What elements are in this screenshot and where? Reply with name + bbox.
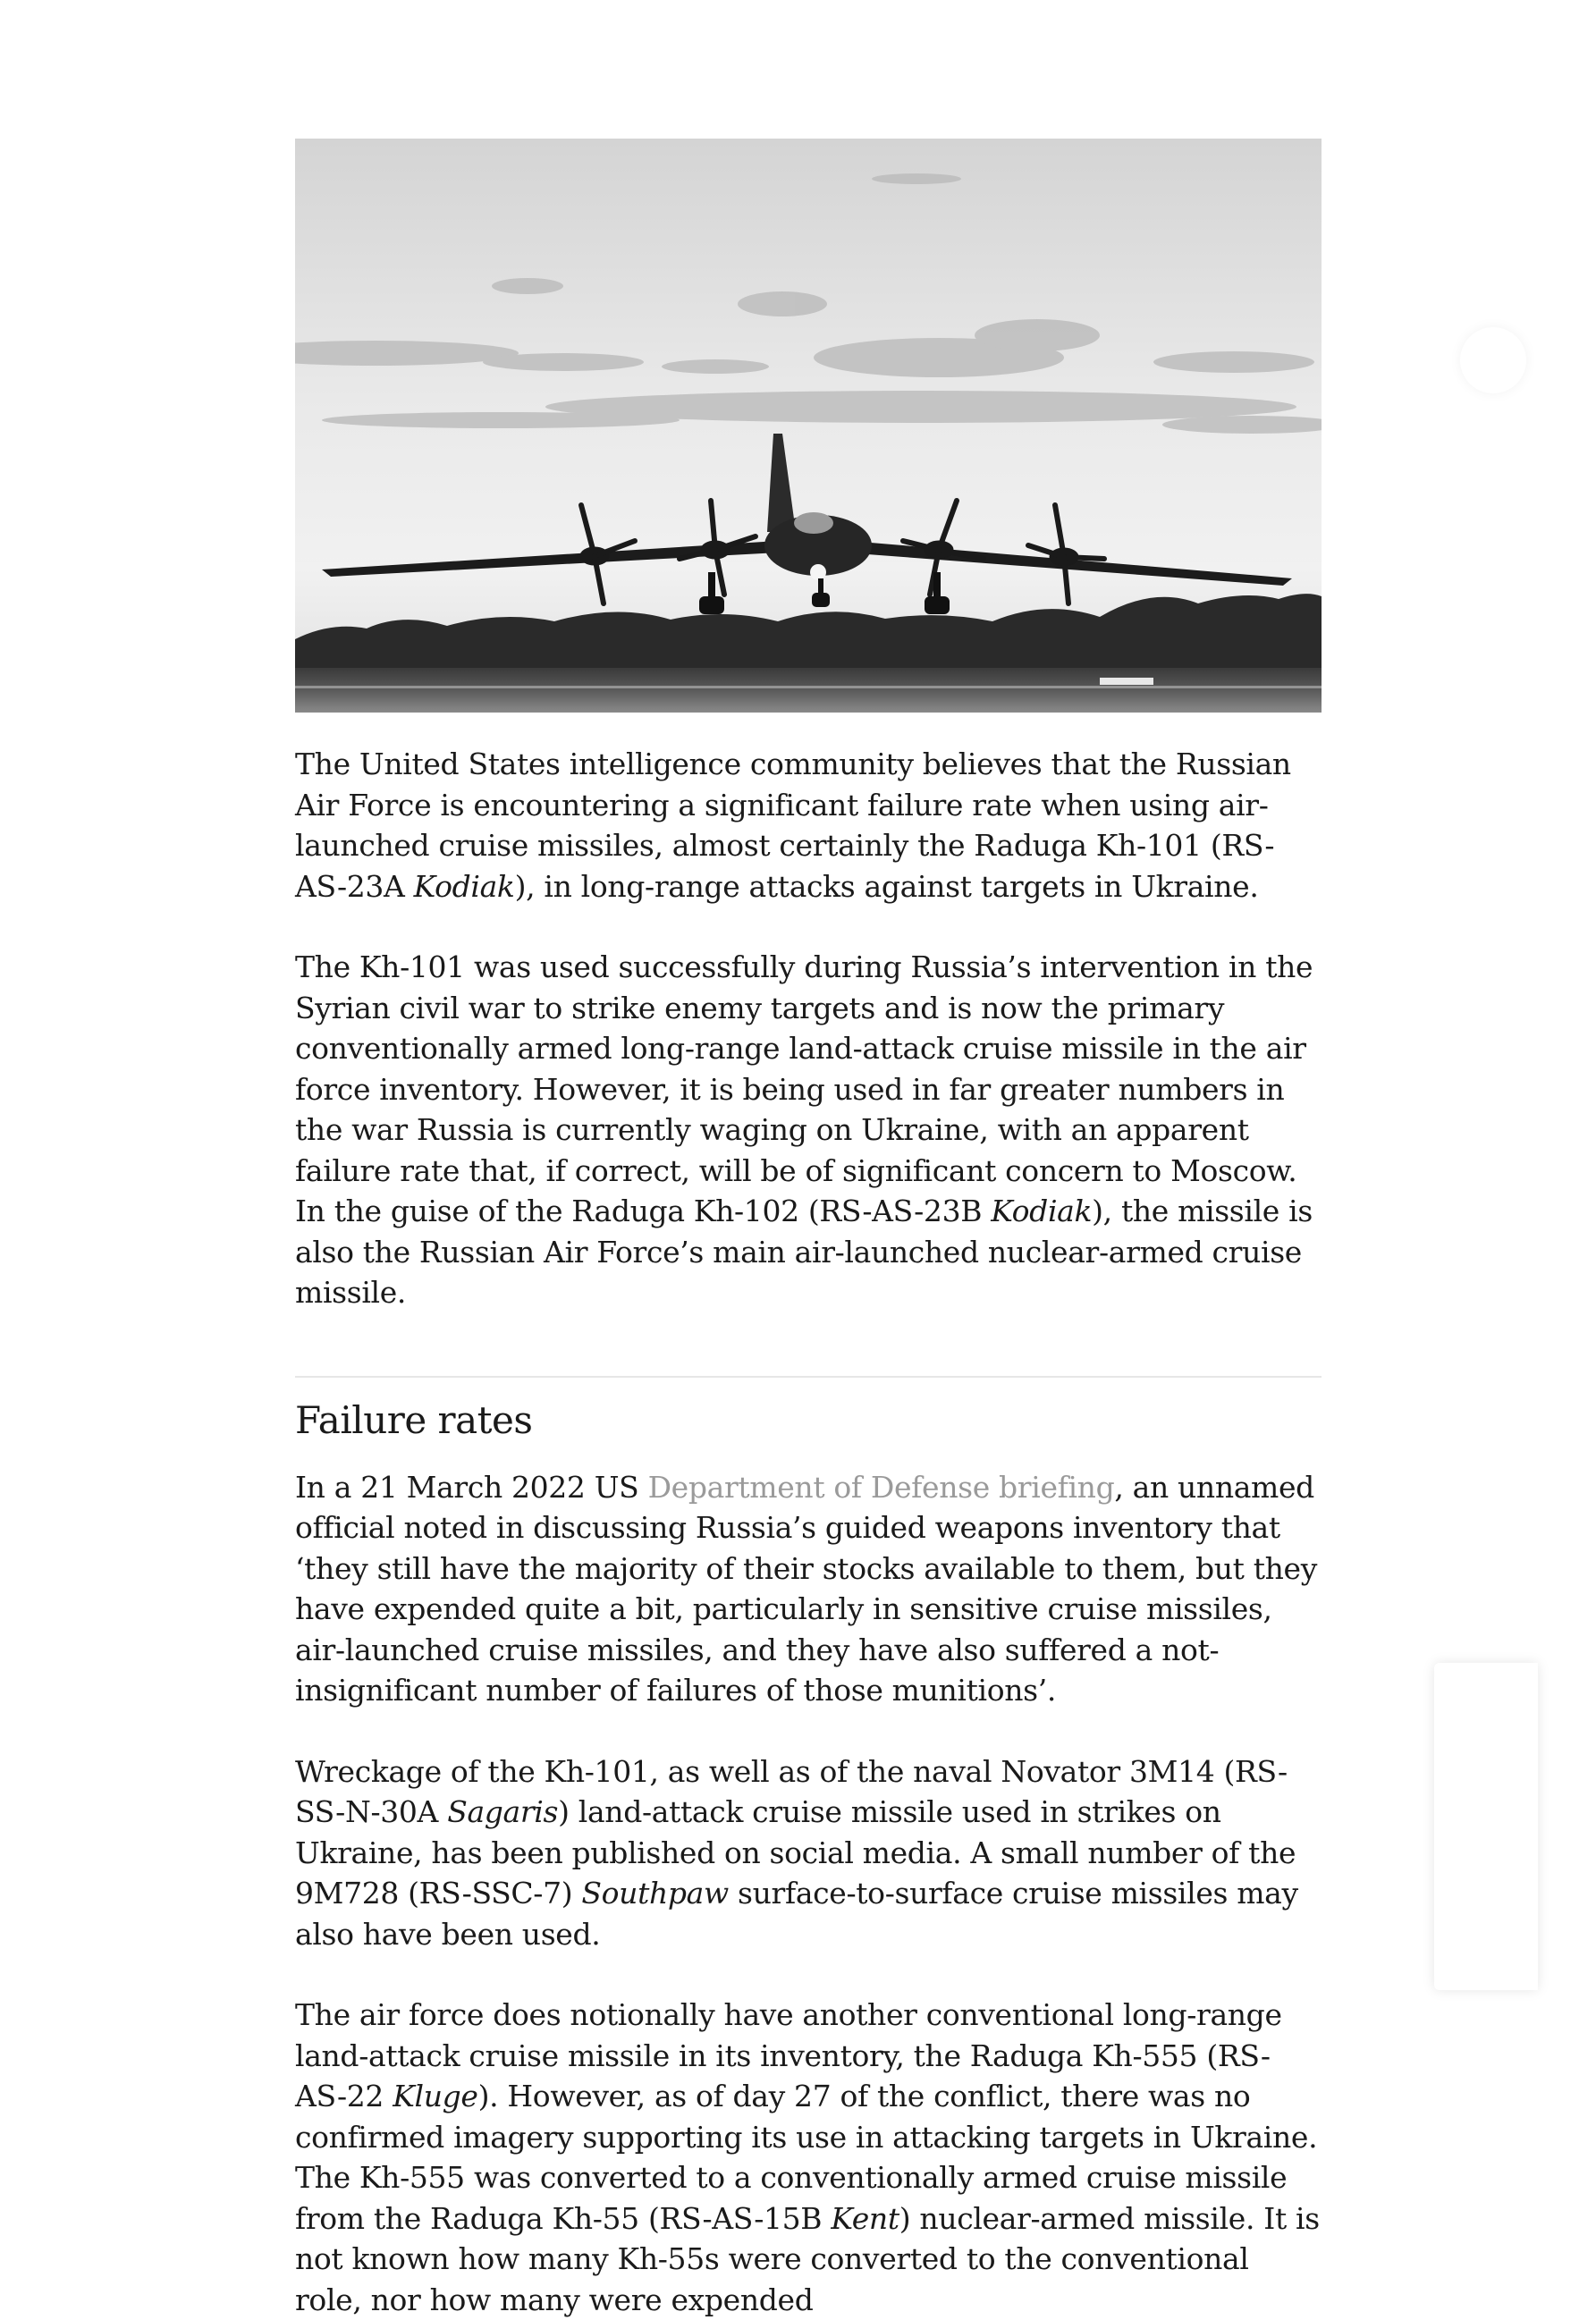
paragraph-intro: The United States intelligence community believes that the Russian Air Force is encountering a significant failure rate when using air-launched cruise missiles, almost certainly the Raduga Kh-101 (RS-AS-23A Kodiak), in long-range attacks against targets in Ukraine.	[295, 747, 1291, 904]
article-body	[295, 139, 1322, 2320]
paragraph-dod-briefing: In a 21 March 2022 US Department of Defense briefing, an unnamed official noted in discussing Russia’s guided weapons inventory that ‘they still have the majority of their stocks available to them, but they have expended quite a bit, particularly in sensitive cruise missiles, air-launched cruise missiles, and they have also suffered a not-insignificant number of failures of those munitions’.	[295, 1469, 1318, 1708]
hero-image	[295, 139, 1322, 713]
paragraph-kh101: The Kh-101 was used successfully during Russia’s intervention in the Syrian civil war to strike enemy targets and is now the primary conventionally armed long-range land-attack cruise missile in the air force inventory. However, it is being used in far greater numbers in the war Russia is currently waging on Ukraine, with an apparent failure rate that, if correct, will be of significant concern to Moscow. In the guise of the Raduga Kh-102 (RS-AS-23B Kodiak), the missile is also the Russian Air Force’s main air-launched nuclear-armed cruise missile.	[295, 949, 1313, 1310]
section-divider	[295, 1376, 1322, 1378]
section-heading: Failure rates	[295, 1397, 533, 1442]
aircraft-photo	[295, 139, 1322, 713]
paragraph-wreckage: Wreckage of the Kh-101, as well as of the naval Novator 3M14 (RS-SS-N-30A Sagaris) land-attack cruise missile used in strikes on Ukraine, has been published on social media. A small number of the 9M728 (RS-SSC-7) Southpaw surface-to-surface cruise missiles may also have been used.	[295, 1753, 1298, 1952]
side-widget-panel	[1434, 1663, 1538, 1990]
paragraph-kh555: The air force does notionally have another conventional long-range land-attack cruise missile in its inventory, the Raduga Kh-555 (RS-AS-22 Kluge). However, as of day 27 of the conflict, there was no confirmed imagery supporting its use in attacking targets in Ukraine. The Kh-555 was converted to a conventionally armed cruise missile from the Raduga Kh-55 (RS-AS-15B Kent) nuclear-armed missile. It is not known how many Kh-55s were converted to the conventional role, nor how many were expended	[295, 1997, 1320, 2317]
dod-briefing-link[interactable]: Department of Defense briefing	[647, 1469, 1115, 1505]
floating-circle-button[interactable]	[1460, 327, 1526, 393]
